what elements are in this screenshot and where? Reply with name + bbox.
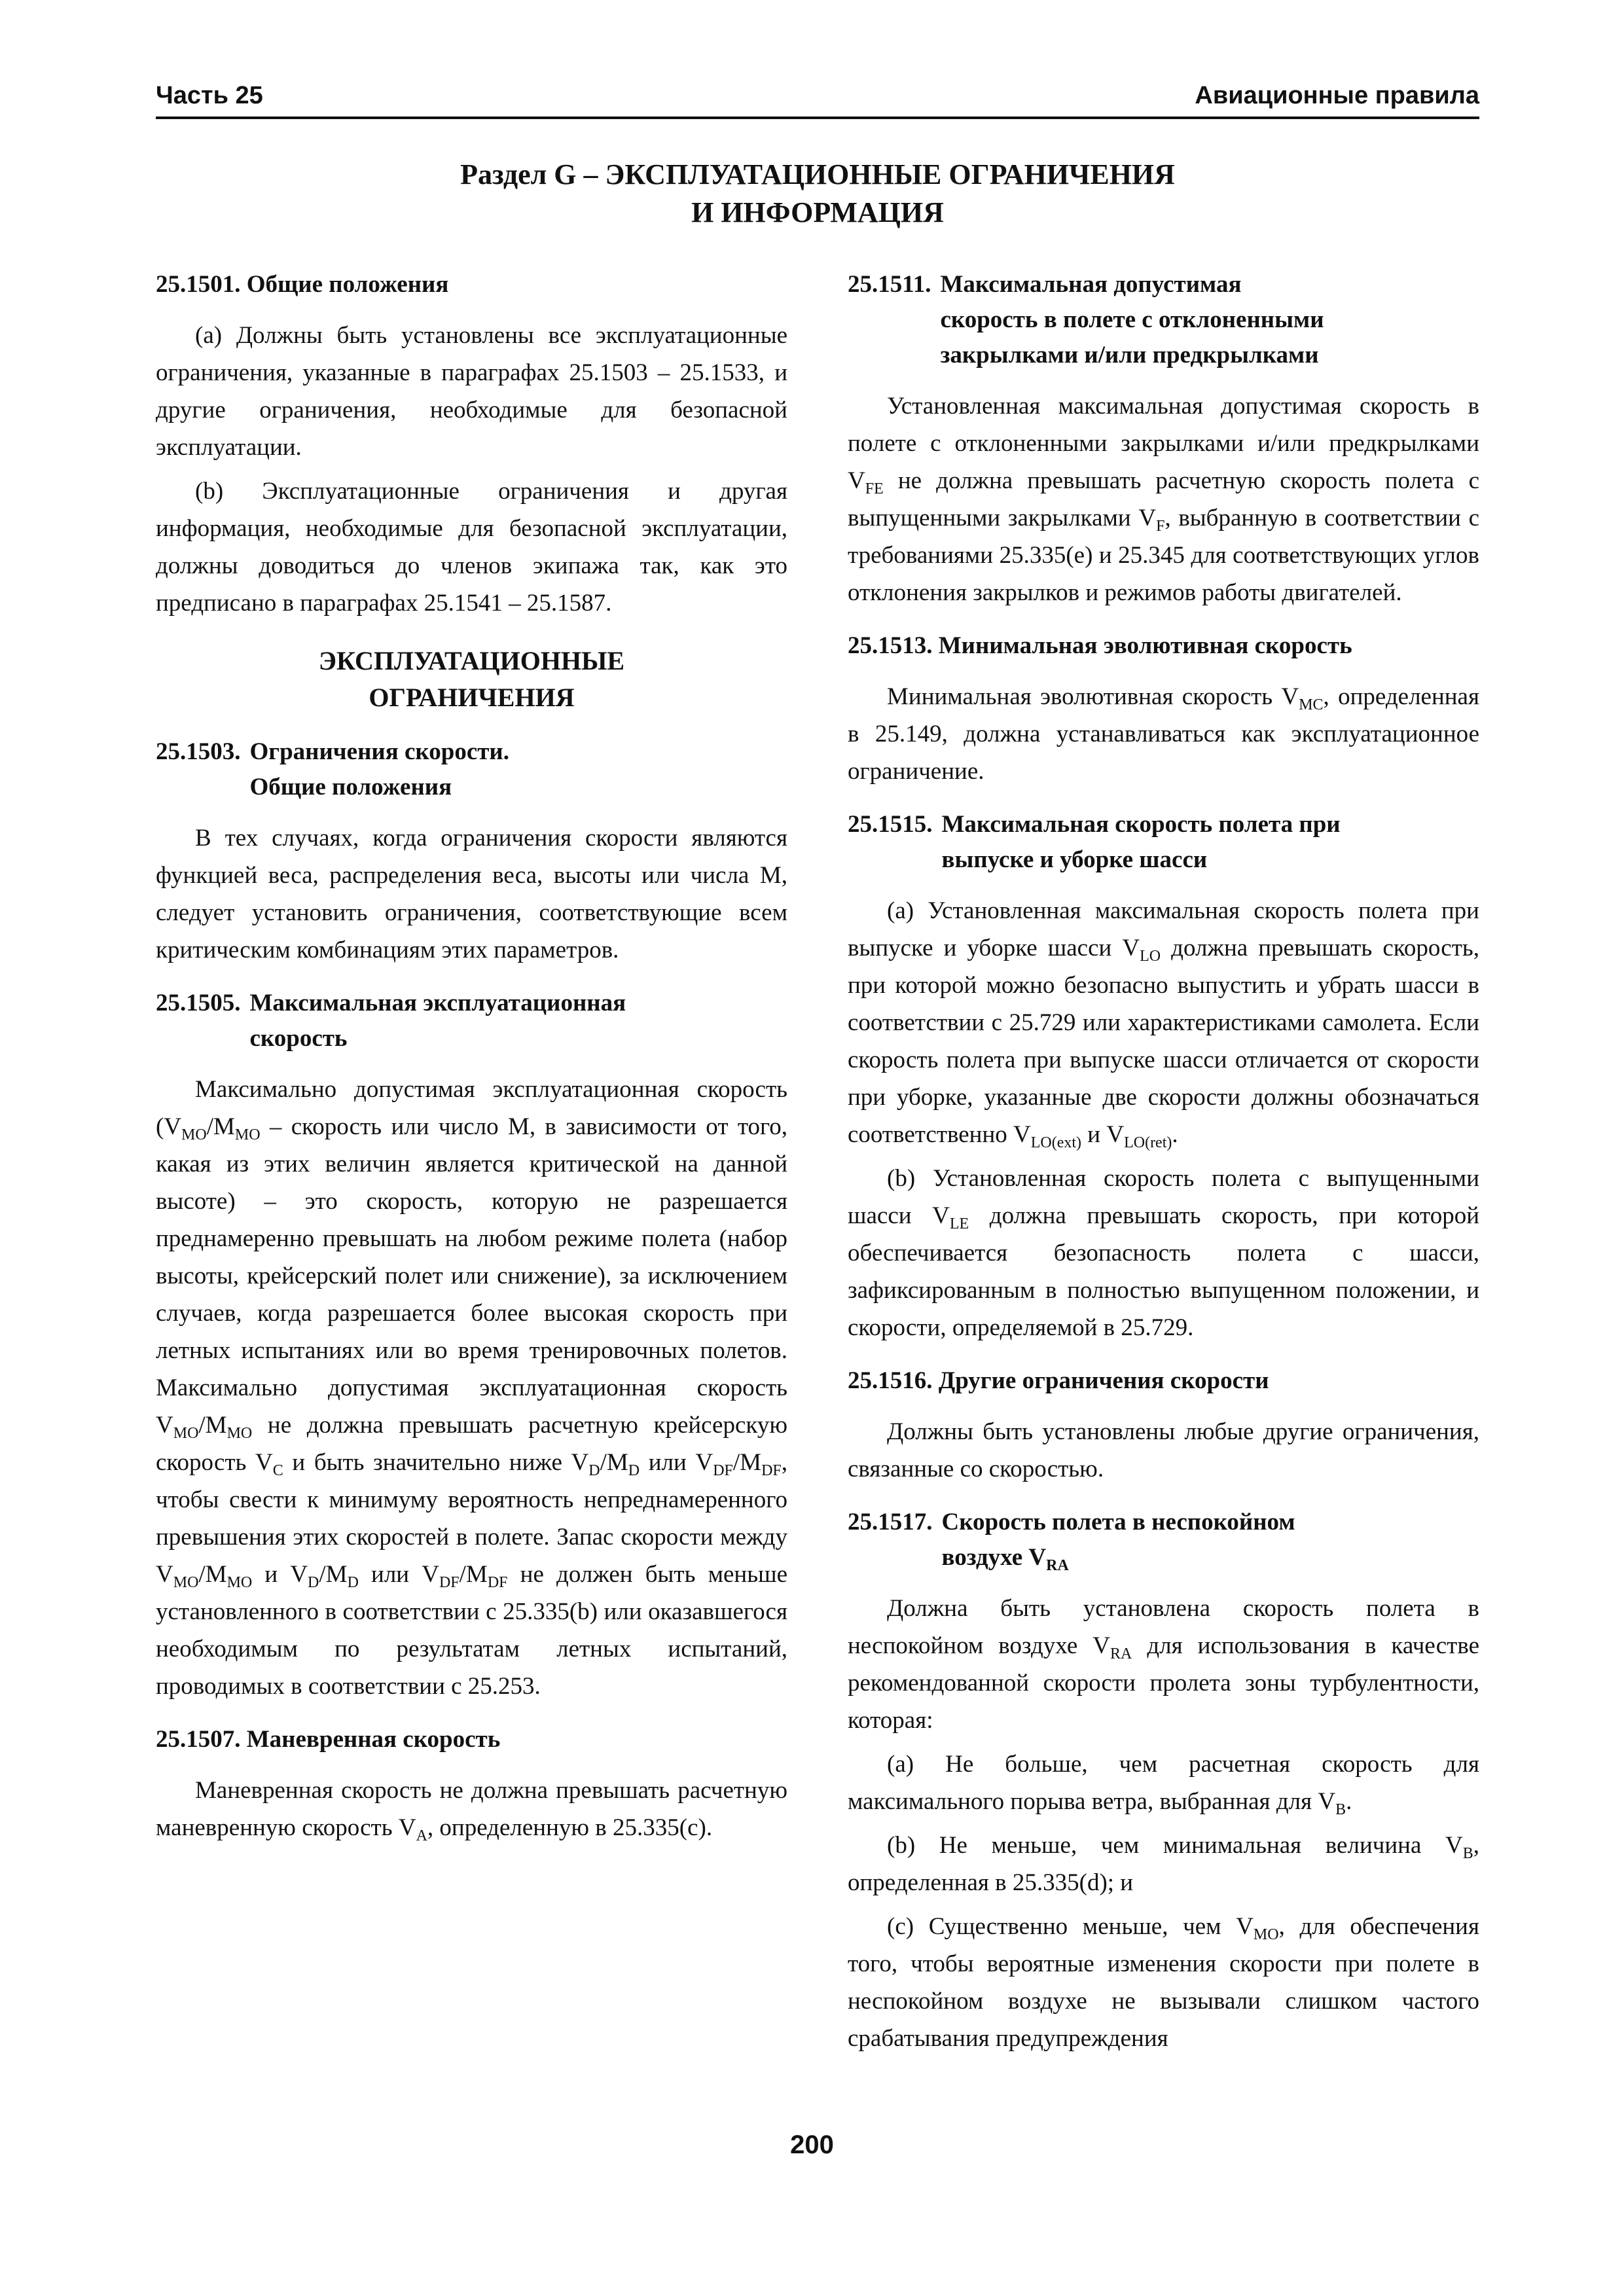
s1511-heading bbox=[848, 267, 1479, 373]
ops-limits-line2: ОГРАНИЧЕНИЯ bbox=[369, 683, 575, 712]
s1503-title-line2: Общие положения bbox=[249, 774, 452, 800]
s1517-para-c: (c) Существенно меньше, чем $V_{MO}$, для обеспечения того, чтобы вероятные изменения скорости при полете в неспокойном воздухе не вызывали слишком частого срабатывания предупреждения bbox=[848, 1913, 1479, 2052]
s1517-intro: Должна быть установлена скорость полета в неспокойном воздухе $V_{RA}$ для использования в качестве рекомендованной скорости пролета зоны турбулентности, которая: bbox=[848, 1595, 1479, 1734]
page-number: 200 bbox=[790, 2130, 834, 2159]
s1513-text: Минимальная эволютивная скорость $V_{MC}$, определенная в 25.149, должна устанавливаться как эксплуатационное ограничение. bbox=[848, 683, 1479, 785]
section-title-line1: Раздел G – ЭКСПЛУАТАЦИОННЫЕ ОГРАНИЧЕНИЯ bbox=[460, 158, 1175, 190]
s1516-heading: 25.1516. Другие ограничения скорости bbox=[848, 1367, 1269, 1394]
s1505-number: 25.1505. bbox=[156, 990, 241, 1016]
s1505-title-line1: Максимальная эксплуатационная bbox=[249, 990, 626, 1016]
s1501-para-a: (a) Должны быть установлены все эксплуатационные ограничения, указанные в параграфах 25.1503 – 25.1533, и другие ограничения, необходимые для безопасной эксплуатации. bbox=[156, 322, 787, 461]
s1503-heading bbox=[156, 734, 787, 805]
s1515-heading bbox=[848, 807, 1479, 878]
s1501-para-b: (b) Эксплуатационные ограничения и другая информация, необходимые для безопасной эксплуатации, должны доводиться до членов экипажа так, как это предписано в параграфах 25.1541 – 25.1587. bbox=[156, 478, 787, 617]
s1507-text: Маневренная скорость не должна превышать расчетную маневренную скорость $V_A$, определенную в 25.335(c). bbox=[156, 1777, 787, 1844]
header-part: Часть 25 bbox=[156, 82, 263, 109]
s1503-number: 25.1503. bbox=[156, 738, 241, 765]
s1513-heading: 25.1513. Минимальная эволютивная скорость bbox=[848, 632, 1352, 659]
s1517-title-line1: Скорость полета в неспокойном bbox=[941, 1509, 1295, 1535]
s1505-text: Максимально допустимая эксплуатационная скорость ($V_{MO}/M_{MO}$ – скорость или число М, в зависимости от того, какая из этих величин является критической на данной высоте) – это скорость, которую не разрешается преднамеренно превышать на любом режиме полета (набор высоты, крейсерский полет или снижение), за исключением случаев, когда разрешается более высокая скорость при летных испытаниях или во время тренировочных полетов. Максимально допустимая эксплуатационная скорость $V_{MO}/M_{MO}$ не должна превышать расчетную крейсерскую скорость $V_C$ и быть значительно ниже $V_D/M_D$ или $V_{DF}/M_{DF}$, чтобы свести к минимуму вероятность непреднамеренного превышения этих скоростей в полете. Запас скорости между $V_{MO}/M_{MO}$ и $V_D/M_D$ или $V_{DF}/M_{DF}$ не должен быть меньше установленного в соответствии с 25.335(b) или оказавшегося необходимым по результатам летных испытаний, проводимых в соответствии с 25.253. bbox=[156, 1076, 787, 1700]
right-column bbox=[848, 267, 1479, 2064]
ops-limits-line1: ЭКСПЛУАТАЦИОННЫЕ bbox=[318, 646, 625, 675]
s1515-number: 25.1515. bbox=[848, 811, 933, 838]
header-rules-title: Авиационные правила bbox=[1195, 82, 1479, 109]
s1505-title-line2: скорость bbox=[249, 1025, 348, 1052]
s1511-number: 25.1511. bbox=[848, 271, 931, 298]
s1511-title-line3: закрылками и/или предкрылками bbox=[940, 342, 1319, 368]
s1505-heading bbox=[156, 986, 787, 1056]
s1517-para-a: (a) Не больше, чем расчетная скорость для максимального порыва ветра, выбранная для $V_B$. bbox=[848, 1751, 1479, 1818]
s1511-title-line1: Максимальная допустимая bbox=[940, 271, 1242, 298]
s1511-text: Установленная максимальная допустимая скорость в полете с отклоненными закрылками и/или предкрылками $V_{FE}$ не должна превышать расчетную скорость полета с выпущенными закрылками $V_F$, выбранную в соответствии с требованиями 25.335(e) и 25.345 для соответствующих углов отклонения закрылков и режимов работы двигателей. bbox=[848, 393, 1479, 606]
s1515-title-line2: выпуске и уборке шасси bbox=[941, 846, 1208, 873]
left-column bbox=[156, 267, 787, 1853]
s1517-number: 25.1517. bbox=[848, 1509, 933, 1535]
s1516-text: Должны быть установлены любые другие ограничения, связанные со скоростью. bbox=[848, 1418, 1479, 1482]
running-header bbox=[156, 77, 1479, 119]
s1503-title-line1: Ограничения скорости. bbox=[249, 738, 509, 765]
s1517-heading bbox=[848, 1505, 1479, 1575]
section-title-line2: И ИНФОРМАЦИЯ bbox=[691, 196, 944, 228]
s1515-title-line1: Максимальная скорость полета при bbox=[941, 811, 1341, 838]
s1517-title-line2: воздухе $V_{RA}$ bbox=[941, 1544, 1069, 1574]
s1515-para-a: (a) Установленная максимальная скорость полета при выпуске и уборке шасси $V_{LO}$ должна превышать скорость, при которой можно безопасно выпустить и убрать шасси в соответствии с 25.729 или характеристиками самолета. Если скорость полета при выпуске шасси отличается от скорости при уборке, указанные две скорости должны обозначаться соответственно $V_{LO(ext)}$ и $V_{LO(ret)}$. bbox=[848, 897, 1479, 1151]
s1515-para-b: (b) Установленная скорость полета с выпущенными шасси $V_{LE}$ должна превышать скорость, при которой обеспечивается безопасность полета с шасси, зафиксированным в полностью выпущенном положении, и скорости, определяемой в 25.729. bbox=[848, 1165, 1480, 1341]
ops-limits-heading bbox=[156, 643, 787, 716]
s1507-heading: 25.1507. Маневренная скорость bbox=[156, 1726, 501, 1753]
s1511-title-line2: скорость в полете с отклоненными bbox=[940, 306, 1324, 333]
s1517-para-b: (b) Не меньше, чем минимальная величина $V_B$, определенная в 25.335(d); и bbox=[848, 1832, 1479, 1896]
s1501-heading: 25.1501. Общие положения bbox=[156, 271, 449, 298]
s1503-text: В тех случаях, когда ограничения скорости являются функцией веса, распределения веса, высоты или числа М, следует установить ограничения, соответствующие всем критическим комбинациям этих параметров. bbox=[156, 825, 787, 963]
section-title bbox=[156, 156, 1479, 232]
